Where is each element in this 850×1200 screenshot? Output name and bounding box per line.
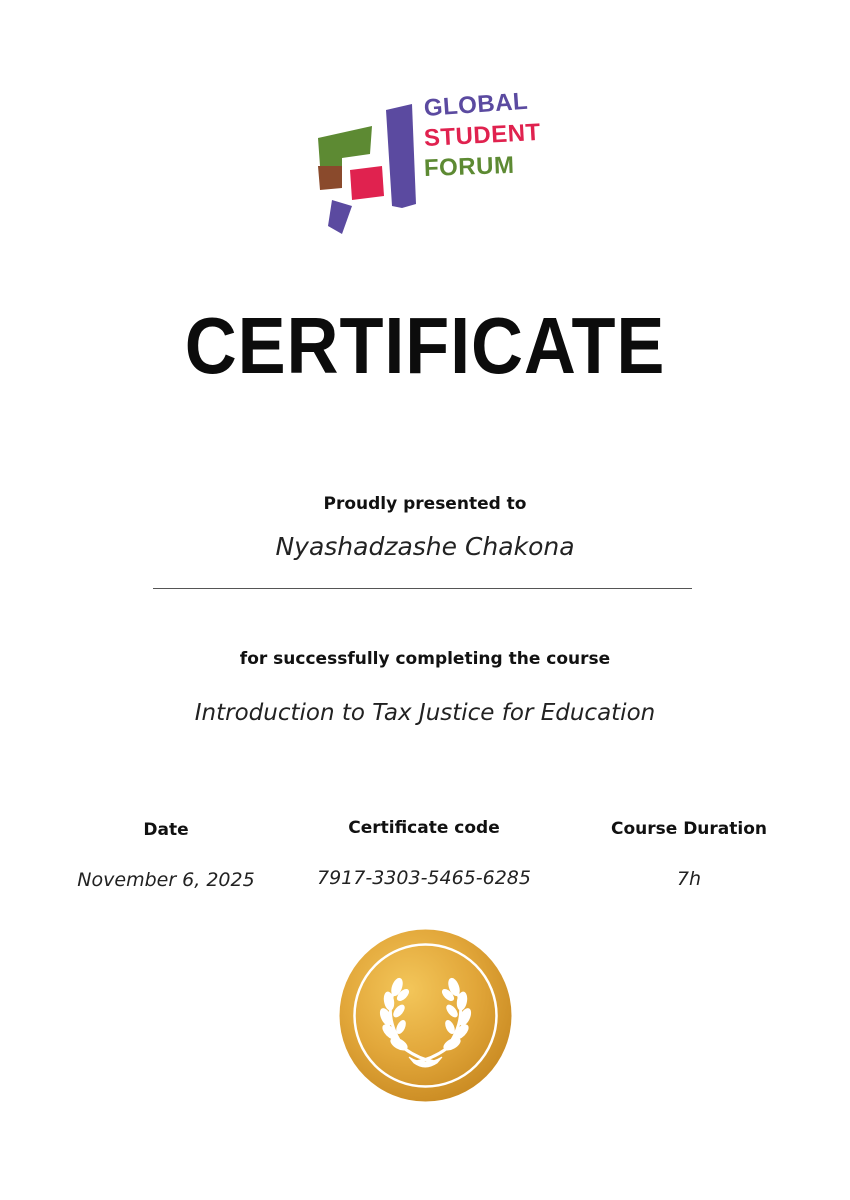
logo-word-student: STUDENT <box>423 118 542 152</box>
course-duration-label: Course Duration <box>610 819 767 839</box>
gold-seal <box>339 929 512 1102</box>
global-student-forum-logo <box>312 87 542 236</box>
course-name: Introduction to Tax Justice for Education <box>194 700 656 726</box>
recipient-name: Nyashadzashe Chakona <box>275 532 575 561</box>
certificate-code-value: 7917-3303-5465-6285 <box>317 867 531 889</box>
course-duration-value: 7h <box>676 868 702 890</box>
date-value: November 6, 2025 <box>77 869 255 891</box>
date-column <box>46 820 286 891</box>
logo-word-forum: FORUM <box>423 151 515 182</box>
course-duration-column <box>569 819 809 890</box>
certificate-code-label: Certificate code <box>348 818 500 838</box>
presented-to-label: Proudly presented to <box>323 494 527 514</box>
forum-logo-mark-icon <box>312 96 427 236</box>
certificate-title: CERTIFICATE <box>184 301 666 390</box>
completing-course-label: for successfully completing the course <box>239 649 611 669</box>
name-underline <box>153 588 692 589</box>
date-label: Date <box>143 820 189 840</box>
certificate-code-column <box>304 818 544 889</box>
logo-word-global: GLOBAL <box>423 87 529 122</box>
logo-wordmark <box>423 87 554 184</box>
